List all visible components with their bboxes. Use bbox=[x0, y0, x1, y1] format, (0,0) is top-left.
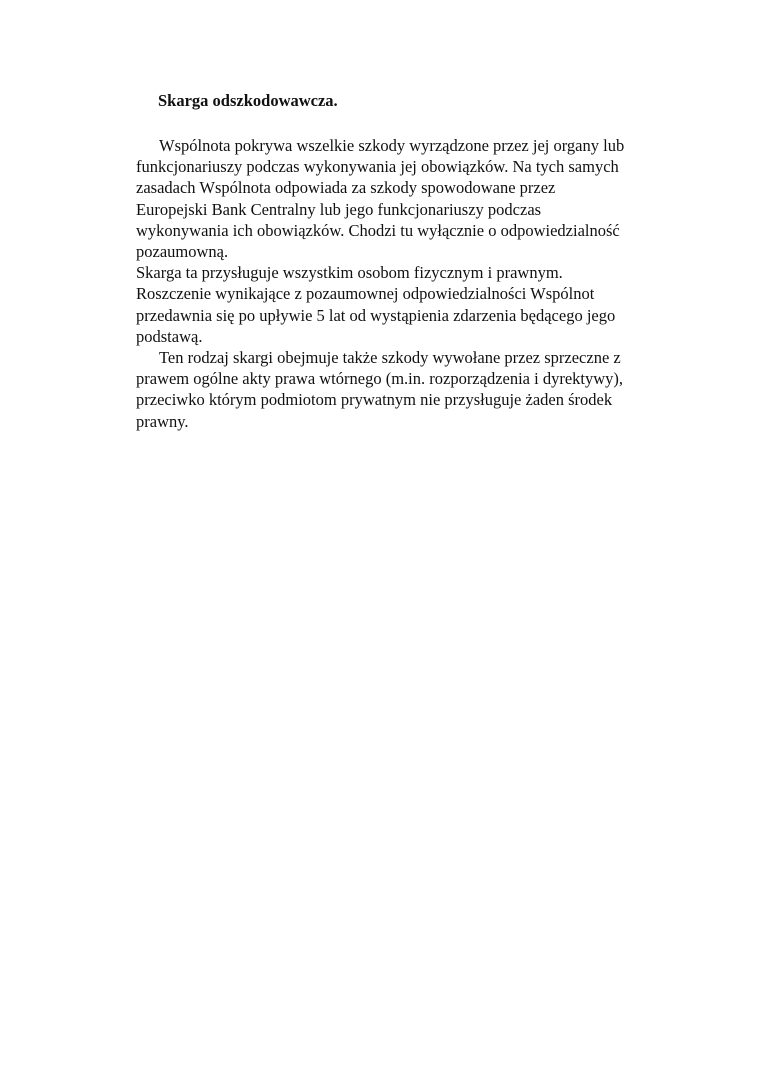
text-line: Wspólnota pokrywa wszelkie szkody wyrządzone przez jej organy lub bbox=[159, 136, 625, 155]
text-line: Skarga ta przysługuje wszystkim osobom fizycznym i prawnym. bbox=[136, 263, 563, 283]
document-title: Skarga odszkodowawcza. bbox=[158, 91, 338, 110]
text-line: wykonywania ich obowiązków. Chodzi tu wyłącznie o odpowiedzialność bbox=[136, 220, 620, 240]
document-body bbox=[136, 90, 676, 432]
text-line: prawny. bbox=[136, 411, 189, 431]
text-line: podstawą. bbox=[136, 326, 203, 346]
text-line: pozaumowną. bbox=[136, 242, 229, 262]
text-line: Europejski Bank Centralny lub jego funkcjonariuszy podczas bbox=[136, 199, 542, 219]
text-line: funkcjonariuszy podczas wykonywania jej obowiązków. Na tych samych bbox=[136, 157, 619, 177]
text-line: Roszczenie wynikające z pozaumownej odpowiedzialności Wspólnot bbox=[136, 284, 595, 304]
text-line: prawem ogólne akty prawa wtórnego (m.in. rozporządzenia i dyrektywy), bbox=[136, 369, 624, 389]
text-line: przeciwko którym podmiotom prywatnym nie przysługuje żaden środek bbox=[136, 390, 613, 410]
text-line: zasadach Wspólnota odpowiada za szkody spowodowane przez bbox=[136, 178, 556, 198]
text-line: Ten rodzaj skargi obejmuje także szkody wywołane przez sprzeczne z bbox=[159, 348, 621, 368]
text-line: przedawnia się po upływie 5 lat od wystąpienia zdarzenia będącego jego bbox=[136, 305, 616, 325]
